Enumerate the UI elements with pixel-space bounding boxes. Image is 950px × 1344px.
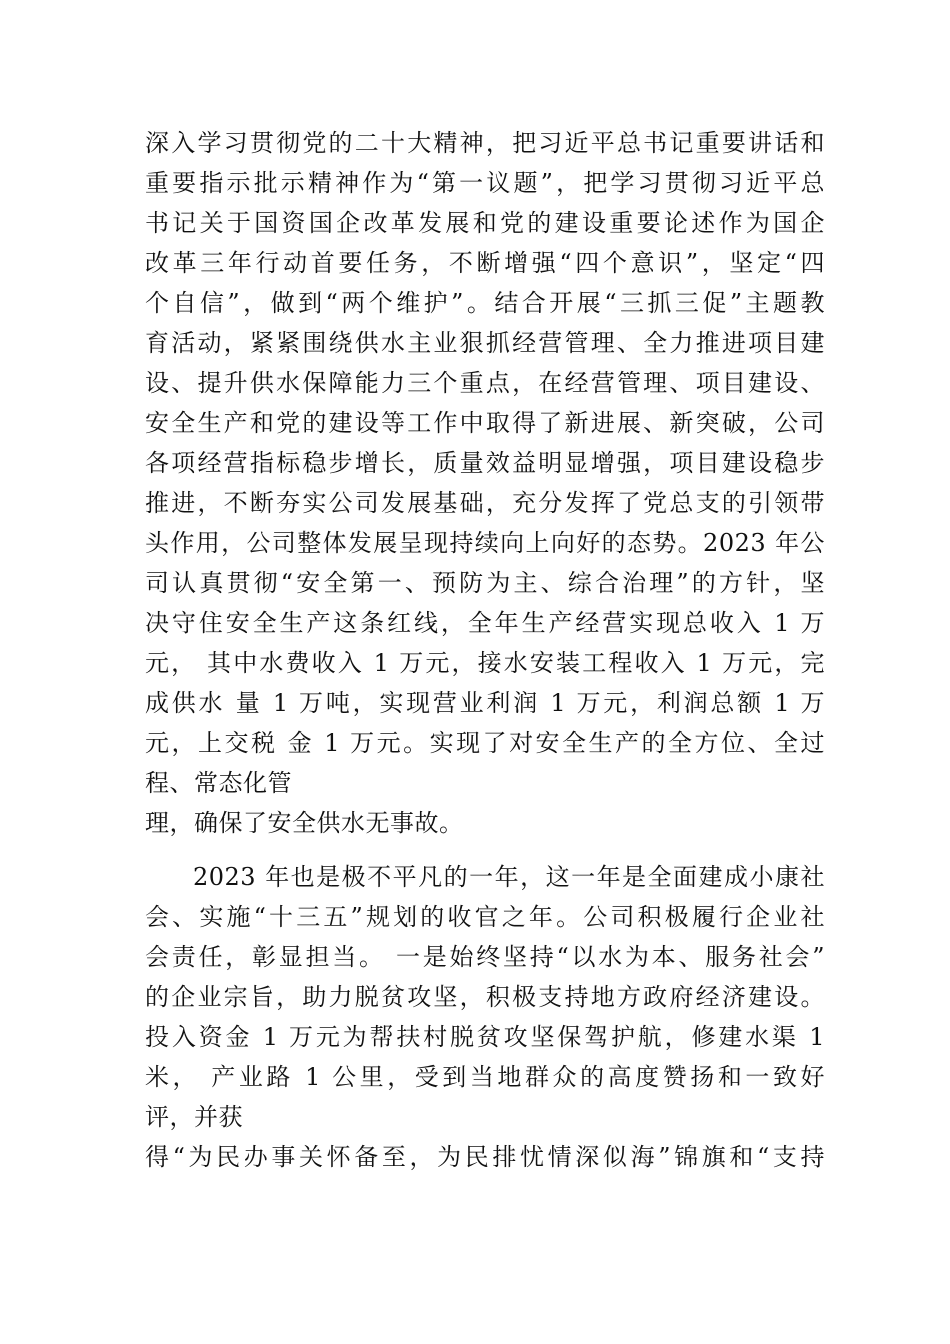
text-line: 程、常态化管 bbox=[145, 769, 292, 797]
text-line: 决守住安全生产这条红线，全年生产经营实现总收入 1 万 bbox=[145, 609, 825, 637]
paragraph-gap bbox=[145, 843, 825, 857]
text-line: 推进，不断夯实公司发展基础，充分发挥了党总支的引领带 bbox=[145, 489, 825, 517]
text-line: 头作用，公司整体发展呈现持续向上向好的态势。2023 年公 bbox=[145, 529, 825, 557]
text-line: 个自信”，做到“两个维护”。结合开展“三抓三促”主题教 bbox=[145, 289, 825, 317]
text-line: 重要指示批示精神作为“第一议题”，把学习贯彻习近平总 bbox=[145, 169, 825, 197]
text-line: 2023 年也是极不平凡的一年，这一年是全面建成小康社 bbox=[193, 863, 825, 891]
text-line: 得“为民办事关怀备至，为民排忧情深似海”锦旗和“支持 bbox=[145, 1143, 825, 1171]
text-line: 司认真贯彻“安全第一、预防为主、综合治理”的方针，坚 bbox=[145, 569, 825, 597]
paragraph-1 bbox=[145, 123, 825, 843]
text-line: 安全生产和党的建设等工作中取得了新进展、新突破，公司 bbox=[145, 409, 825, 437]
text-line: 成供水 量 1 万吨，实现营业利润 1 万元，利润总额 1 万 bbox=[145, 689, 825, 717]
text-line: 设、提升供水保障能力三个重点，在经营管理、项目建设、 bbox=[145, 369, 825, 397]
text-line: 的企业宗旨，助力脱贫攻坚，积极支持地方政府经济建设。 bbox=[145, 983, 825, 1011]
paragraph-2 bbox=[145, 857, 825, 1177]
text-line: 会责任，彰显担当。 一是始终坚持“以水为本、服务社会” bbox=[145, 943, 825, 971]
text-line: 元， 其中水费收入 1 万元，接水安装工程收入 1 万元，完 bbox=[145, 649, 825, 677]
text-line: 改革三年行动首要任务，不断增强“四个意识”，坚定“四 bbox=[145, 249, 825, 277]
text-line: 深入学习贯彻党的二十大精神，把习近平总书记重要讲话和 bbox=[145, 129, 825, 157]
text-line: 书记关于国资国企改革发展和党的建设重要论述作为国企 bbox=[145, 209, 825, 237]
document-body bbox=[145, 123, 825, 1177]
text-line: 各项经营指标稳步增长，质量效益明显增强，项目建设稳步 bbox=[145, 449, 825, 477]
text-line: 元，上交税 金 1 万元。实现了对安全生产的全方位、全过 bbox=[145, 729, 825, 757]
text-line: 理，确保了安全供水无事故。 bbox=[145, 809, 464, 837]
text-line: 评，并获 bbox=[145, 1103, 243, 1131]
text-line: 投入资金 1 万元为帮扶村脱贫攻坚保驾护航，修建水渠 1 bbox=[145, 1023, 825, 1051]
text-line: 会、实施“十三五”规划的收官之年。公司积极履行企业社 bbox=[145, 903, 825, 931]
text-line: 育活动，紧紧围绕供水主业狠抓经营管理、全力推进项目建 bbox=[145, 329, 825, 357]
text-line: 米， 产业路 1 公里，受到当地群众的高度赞扬和一致好 bbox=[145, 1063, 825, 1091]
